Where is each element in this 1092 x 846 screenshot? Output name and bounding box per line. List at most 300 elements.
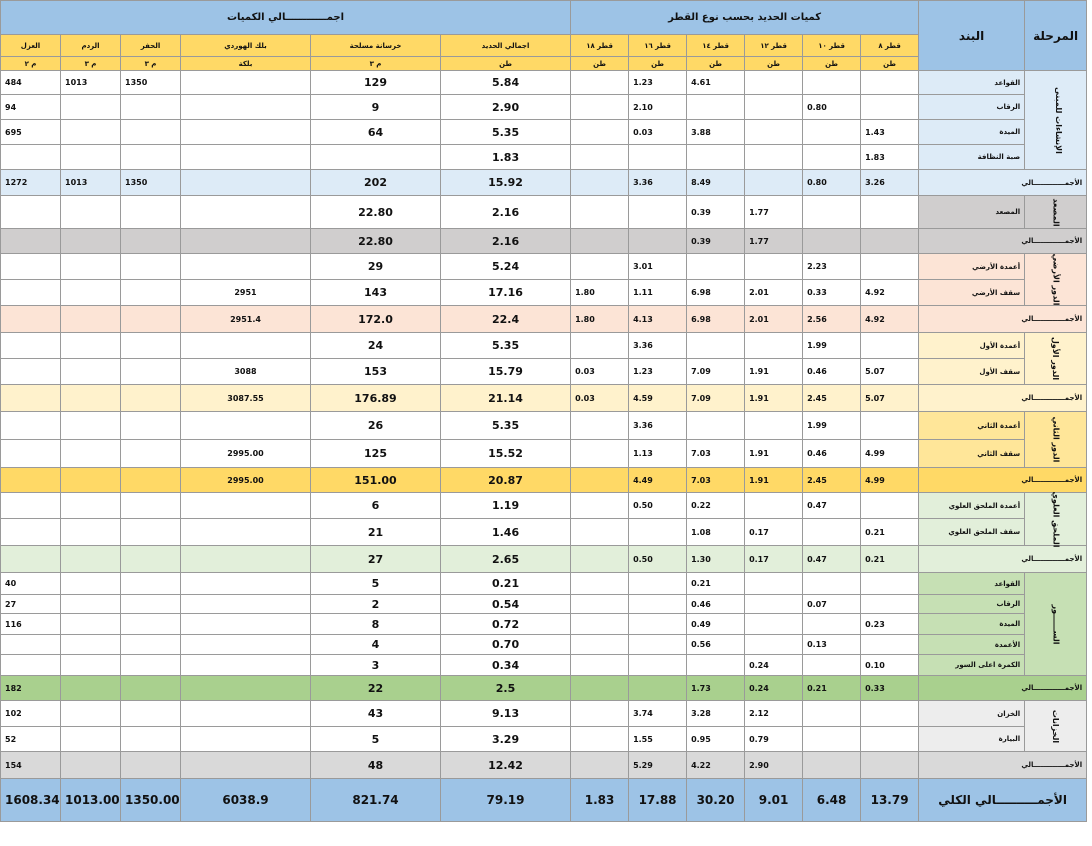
total-steel_total: 2.16 — [441, 229, 571, 254]
column-header-backfill: الردم — [61, 35, 121, 57]
item-label: أعمدة الأول — [919, 333, 1025, 359]
cell-d16: 1.11 — [629, 280, 687, 306]
cell-steel_total: 5.35 — [441, 412, 571, 440]
cell-d16 — [629, 196, 687, 229]
total-d14: 8.49 — [687, 170, 745, 196]
f2-total-row — [1, 468, 1087, 493]
cell-d8 — [861, 412, 919, 440]
cell-block: 3088 — [181, 359, 311, 385]
cell-excavation — [121, 280, 181, 306]
cell-backfill — [61, 519, 121, 546]
cell-d8 — [861, 196, 919, 229]
cell-excavation — [121, 412, 181, 440]
total-insulation: 182 — [1, 676, 61, 701]
cell-concrete: 129 — [311, 71, 441, 95]
header-row — [1, 1, 1087, 35]
total-insulation — [1, 229, 61, 254]
cell-d8 — [861, 595, 919, 614]
total-steel_total: 2.5 — [441, 676, 571, 701]
cell-d10 — [803, 701, 861, 727]
cell-block — [181, 614, 311, 635]
total-label: الأجمـــــــــــــالي — [919, 385, 1087, 412]
stair-total-row — [1, 229, 1087, 254]
cell-d8 — [861, 493, 919, 519]
grand-total-block: 6038.9 — [181, 779, 311, 822]
cell-concrete: 4 — [311, 635, 441, 655]
total-d12: 2.01 — [745, 306, 803, 333]
total-d10: 2.45 — [803, 468, 861, 493]
cell-d16 — [629, 655, 687, 676]
cell-d14: 7.03 — [687, 440, 745, 468]
total-label: الأجمـــــــــــــالي — [919, 229, 1087, 254]
cell-d10 — [803, 727, 861, 752]
cell-d18 — [571, 145, 629, 170]
cell-d18 — [571, 655, 629, 676]
total-d14: 1.30 — [687, 546, 745, 573]
total-steel_total: 12.42 — [441, 752, 571, 779]
cell-d10 — [803, 196, 861, 229]
cell-excavation — [121, 493, 181, 519]
cell-d18 — [571, 614, 629, 635]
total-d8: 4.99 — [861, 468, 919, 493]
cell-d12 — [745, 254, 803, 280]
cell-d12 — [745, 493, 803, 519]
item-label: أعمدة الأرضي — [919, 254, 1025, 280]
total-d16 — [629, 676, 687, 701]
cell-d8 — [861, 573, 919, 595]
cell-steel_total: 1.19 — [441, 493, 571, 519]
total-d18: 1.80 — [571, 306, 629, 333]
cell-steel_total: 15.79 — [441, 359, 571, 385]
cell-d14: 0.56 — [687, 635, 745, 655]
cell-d10: 1.99 — [803, 333, 861, 359]
cell-backfill — [61, 440, 121, 468]
item-header: البند — [919, 1, 1025, 71]
total-d8: 4.92 — [861, 306, 919, 333]
total-insulation: 1272 — [1, 170, 61, 196]
cell-d10 — [803, 71, 861, 95]
cell-block: 2995.00 — [181, 440, 311, 468]
item-label: الكمرة اعلى السور — [919, 655, 1025, 676]
cell-d10: 0.80 — [803, 95, 861, 120]
f1-row — [1, 359, 1087, 385]
cell-d8: 4.92 — [861, 280, 919, 306]
total-d14: 0.39 — [687, 229, 745, 254]
cell-d14 — [687, 95, 745, 120]
cell-excavation — [121, 573, 181, 595]
ann-row — [1, 493, 1087, 519]
stage-label-text: الدور الأرضي — [1051, 253, 1061, 306]
cell-block — [181, 655, 311, 676]
item-label: الخزان — [919, 701, 1025, 727]
total-label: الأجمـــــــــــــالي — [919, 306, 1087, 333]
column-header-d18: قطر ١٨ — [571, 35, 629, 57]
gf-row — [1, 254, 1087, 280]
cell-insulation — [1, 493, 61, 519]
cell-d8: 0.10 — [861, 655, 919, 676]
cell-d12 — [745, 333, 803, 359]
cell-excavation — [121, 196, 181, 229]
grand-total-d16: 17.88 — [629, 779, 687, 822]
total-d12 — [745, 170, 803, 196]
stage-label-text: الملحق العلوي — [1051, 490, 1061, 548]
cell-excavation — [121, 95, 181, 120]
wall-row — [1, 614, 1087, 635]
cell-d14: 0.95 — [687, 727, 745, 752]
cell-d16 — [629, 145, 687, 170]
stage-label-text: الإنشاءات للمبنى — [1053, 86, 1063, 154]
total-excavation — [121, 385, 181, 412]
total-steel_total: 20.87 — [441, 468, 571, 493]
total-steel_total: 21.14 — [441, 385, 571, 412]
grand-total-d12: 9.01 — [745, 779, 803, 822]
cell-steel_total: 0.54 — [441, 595, 571, 614]
total-d16: 4.59 — [629, 385, 687, 412]
item-label: القواعد — [919, 573, 1025, 595]
cell-steel_total: 5.84 — [441, 71, 571, 95]
cell-d18 — [571, 196, 629, 229]
cell-backfill — [61, 701, 121, 727]
gf-row — [1, 280, 1087, 306]
total-d8 — [861, 752, 919, 779]
total-insulation — [1, 306, 61, 333]
grand-total-d10: 6.48 — [803, 779, 861, 822]
base-total-row — [1, 170, 1087, 196]
cell-d16 — [629, 595, 687, 614]
total-d18 — [571, 752, 629, 779]
tank-row — [1, 701, 1087, 727]
cell-block — [181, 493, 311, 519]
cell-concrete: 2 — [311, 595, 441, 614]
stage-label-text: الدور الأول — [1051, 336, 1061, 381]
unit-block: بلكة — [181, 57, 311, 71]
cell-d18 — [571, 727, 629, 752]
total-d10: 0.21 — [803, 676, 861, 701]
cell-d18: 1.80 — [571, 280, 629, 306]
cell-d16 — [629, 614, 687, 635]
total-d10: 2.45 — [803, 385, 861, 412]
total-backfill — [61, 306, 121, 333]
cell-insulation — [1, 196, 61, 229]
cell-d10 — [803, 573, 861, 595]
total-d14: 6.98 — [687, 306, 745, 333]
cell-steel_total: 15.52 — [441, 440, 571, 468]
f1-row — [1, 333, 1087, 359]
cell-block — [181, 573, 311, 595]
total-excavation: 1350 — [121, 170, 181, 196]
total-d12: 2.90 — [745, 752, 803, 779]
cell-insulation — [1, 635, 61, 655]
cell-steel_total: 0.34 — [441, 655, 571, 676]
total-insulation — [1, 385, 61, 412]
total-concrete: 27 — [311, 546, 441, 573]
wall-row — [1, 573, 1087, 595]
cell-d16: 3.36 — [629, 412, 687, 440]
cell-d10: 0.33 — [803, 280, 861, 306]
cell-d16: 0.50 — [629, 493, 687, 519]
cell-backfill — [61, 95, 121, 120]
total-backfill — [61, 752, 121, 779]
f2-row — [1, 412, 1087, 440]
cell-d12: 2.12 — [745, 701, 803, 727]
item-label: سقف الثاني — [919, 440, 1025, 468]
column-header-steel_total: اجمالي الحديد — [441, 35, 571, 57]
grand-total-d18: 1.83 — [571, 779, 629, 822]
cell-backfill: 1013 — [61, 71, 121, 95]
grand-total-backfill: 1013.00 — [61, 779, 121, 822]
stage-label — [1025, 71, 1087, 170]
cell-d12: 0.79 — [745, 727, 803, 752]
cell-steel_total: 1.83 — [441, 145, 571, 170]
cell-d8 — [861, 95, 919, 120]
cell-d10: 0.46 — [803, 359, 861, 385]
cell-steel_total: 5.35 — [441, 333, 571, 359]
cell-insulation — [1, 440, 61, 468]
cell-insulation — [1, 280, 61, 306]
column-header-d16: قطر ١٦ — [629, 35, 687, 57]
cell-block — [181, 196, 311, 229]
total-d8: 5.07 — [861, 385, 919, 412]
cell-d8: 1.43 — [861, 120, 919, 145]
cell-block — [181, 727, 311, 752]
cell-excavation — [121, 655, 181, 676]
cell-concrete: 43 — [311, 701, 441, 727]
wall-row — [1, 655, 1087, 676]
cell-d18: 0.03 — [571, 359, 629, 385]
cell-d8: 5.07 — [861, 359, 919, 385]
total-d12: 1.91 — [745, 385, 803, 412]
cell-backfill — [61, 254, 121, 280]
base-row — [1, 120, 1087, 145]
total-steel_total: 15.92 — [441, 170, 571, 196]
total-d10 — [803, 752, 861, 779]
column-header-d14: قطر ١٤ — [687, 35, 745, 57]
cell-d18 — [571, 595, 629, 614]
cell-insulation — [1, 655, 61, 676]
total-excavation — [121, 468, 181, 493]
cell-d18 — [571, 573, 629, 595]
total-backfill — [61, 468, 121, 493]
cell-d8: 0.21 — [861, 519, 919, 546]
base-row — [1, 95, 1087, 120]
total-d16 — [629, 229, 687, 254]
base-row — [1, 145, 1087, 170]
item-label: أعمدة الملحق العلوي — [919, 493, 1025, 519]
wall-row — [1, 635, 1087, 655]
cell-block — [181, 519, 311, 546]
unit-backfill: م ٣ — [61, 57, 121, 71]
cell-d8 — [861, 254, 919, 280]
stage-label — [1025, 196, 1087, 229]
cell-block — [181, 412, 311, 440]
cell-steel_total: 0.72 — [441, 614, 571, 635]
cell-backfill — [61, 635, 121, 655]
total-steel_total: 22.4 — [441, 306, 571, 333]
cell-backfill — [61, 614, 121, 635]
cell-d16: 1.23 — [629, 71, 687, 95]
unit-concrete: م ٣ — [311, 57, 441, 71]
cell-d8 — [861, 333, 919, 359]
cell-d12: 0.24 — [745, 655, 803, 676]
cell-d14 — [687, 254, 745, 280]
total-concrete: 151.00 — [311, 468, 441, 493]
unit-d14: طن — [687, 57, 745, 71]
ann-row — [1, 519, 1087, 546]
unit-steel_total: طن — [441, 57, 571, 71]
cell-block — [181, 701, 311, 727]
stage-label-text: الخزانات — [1051, 709, 1061, 743]
cell-d14: 4.61 — [687, 71, 745, 95]
cell-concrete: 21 — [311, 519, 441, 546]
cell-d16: 1.23 — [629, 359, 687, 385]
cell-d8: 1.83 — [861, 145, 919, 170]
cell-block — [181, 95, 311, 120]
cell-d14: 3.28 — [687, 701, 745, 727]
total-d8: 0.33 — [861, 676, 919, 701]
cell-concrete: 125 — [311, 440, 441, 468]
item-label: سقف الأول — [919, 359, 1025, 385]
total-label: الأجمـــــــــــــالي — [919, 468, 1087, 493]
cell-concrete — [311, 145, 441, 170]
cell-d16: 3.74 — [629, 701, 687, 727]
total-label: الأجمـــــــــــــالي — [919, 752, 1087, 779]
total-insulation — [1, 546, 61, 573]
stage-label-text: الســــــور — [1051, 604, 1061, 644]
cell-insulation: 27 — [1, 595, 61, 614]
cell-d14 — [687, 412, 745, 440]
total-d18 — [571, 676, 629, 701]
cell-d12 — [745, 412, 803, 440]
cell-backfill — [61, 145, 121, 170]
cell-backfill — [61, 573, 121, 595]
cell-insulation — [1, 359, 61, 385]
cell-insulation: 695 — [1, 120, 61, 145]
cell-d10: 0.07 — [803, 595, 861, 614]
total-d14: 4.22 — [687, 752, 745, 779]
cell-d16: 0.03 — [629, 120, 687, 145]
cell-d12 — [745, 573, 803, 595]
cell-steel_total: 1.46 — [441, 519, 571, 546]
cell-d12 — [745, 71, 803, 95]
total-block — [181, 676, 311, 701]
grand-total-row — [1, 779, 1087, 822]
cell-backfill — [61, 595, 121, 614]
cell-steel_total: 3.29 — [441, 727, 571, 752]
gf-total-row — [1, 306, 1087, 333]
total-d16: 0.50 — [629, 546, 687, 573]
total-block — [181, 752, 311, 779]
cell-block — [181, 333, 311, 359]
total-d10: 0.47 — [803, 546, 861, 573]
total-concrete: 172.0 — [311, 306, 441, 333]
cell-excavation — [121, 120, 181, 145]
cell-d16 — [629, 519, 687, 546]
cell-d8 — [861, 701, 919, 727]
total-excavation — [121, 752, 181, 779]
cell-d18 — [571, 95, 629, 120]
cell-d10 — [803, 614, 861, 635]
total-d16: 3.36 — [629, 170, 687, 196]
total-concrete: 48 — [311, 752, 441, 779]
unit-d16: طن — [629, 57, 687, 71]
cell-excavation — [121, 254, 181, 280]
total-block — [181, 170, 311, 196]
total-concrete: 22.80 — [311, 229, 441, 254]
total-d16: 4.49 — [629, 468, 687, 493]
stage-label — [1025, 254, 1087, 306]
cell-d10: 2.23 — [803, 254, 861, 280]
item-label: الميدة — [919, 614, 1025, 635]
stage-label — [1025, 490, 1087, 548]
cell-insulation: 94 — [1, 95, 61, 120]
total-insulation — [1, 468, 61, 493]
cell-steel_total: 0.21 — [441, 573, 571, 595]
cell-d14: 0.46 — [687, 595, 745, 614]
cell-concrete: 9 — [311, 95, 441, 120]
total-d8: 3.26 — [861, 170, 919, 196]
cell-d10 — [803, 120, 861, 145]
cell-d18 — [571, 519, 629, 546]
total-label: الأجمـــــــــــــالي — [919, 170, 1087, 196]
total-backfill: 1013 — [61, 170, 121, 196]
cell-backfill — [61, 196, 121, 229]
stage-label-text: المصعد — [1051, 197, 1061, 227]
total-d18 — [571, 468, 629, 493]
item-label: البيارة — [919, 727, 1025, 752]
cell-insulation: 52 — [1, 727, 61, 752]
cell-d16 — [629, 635, 687, 655]
cell-excavation — [121, 614, 181, 635]
cell-insulation — [1, 145, 61, 170]
total-d14: 7.09 — [687, 385, 745, 412]
total-d8 — [861, 229, 919, 254]
cell-d18 — [571, 254, 629, 280]
cell-d10 — [803, 655, 861, 676]
cell-excavation — [121, 635, 181, 655]
cell-d18 — [571, 412, 629, 440]
total-d10: 0.80 — [803, 170, 861, 196]
unit-d18: طن — [571, 57, 629, 71]
stage-label-text: الدور الثاني — [1051, 416, 1061, 463]
total-concrete: 202 — [311, 170, 441, 196]
cell-insulation — [1, 333, 61, 359]
total-d14: 7.03 — [687, 468, 745, 493]
item-label: أعمدة الثاني — [919, 412, 1025, 440]
f2-row — [1, 440, 1087, 468]
column-header-concrete: خرسانة مسلحة — [311, 35, 441, 57]
cell-d18 — [571, 493, 629, 519]
total-block: 2951.4 — [181, 306, 311, 333]
cell-d18 — [571, 333, 629, 359]
cell-d18 — [571, 440, 629, 468]
item-label: الميدة — [919, 120, 1025, 145]
cell-d10: 1.99 — [803, 412, 861, 440]
cell-d14: 0.21 — [687, 573, 745, 595]
cell-block — [181, 120, 311, 145]
base-row — [1, 71, 1087, 95]
total-backfill — [61, 385, 121, 412]
total-backfill — [61, 546, 121, 573]
cell-d16: 2.10 — [629, 95, 687, 120]
cell-d12 — [745, 595, 803, 614]
cell-d12 — [745, 614, 803, 635]
cell-insulation: 484 — [1, 71, 61, 95]
cell-d8 — [861, 727, 919, 752]
item-label: صبة النظافة — [919, 145, 1025, 170]
total-d18 — [571, 170, 629, 196]
cell-insulation — [1, 254, 61, 280]
cell-d14: 0.49 — [687, 614, 745, 635]
